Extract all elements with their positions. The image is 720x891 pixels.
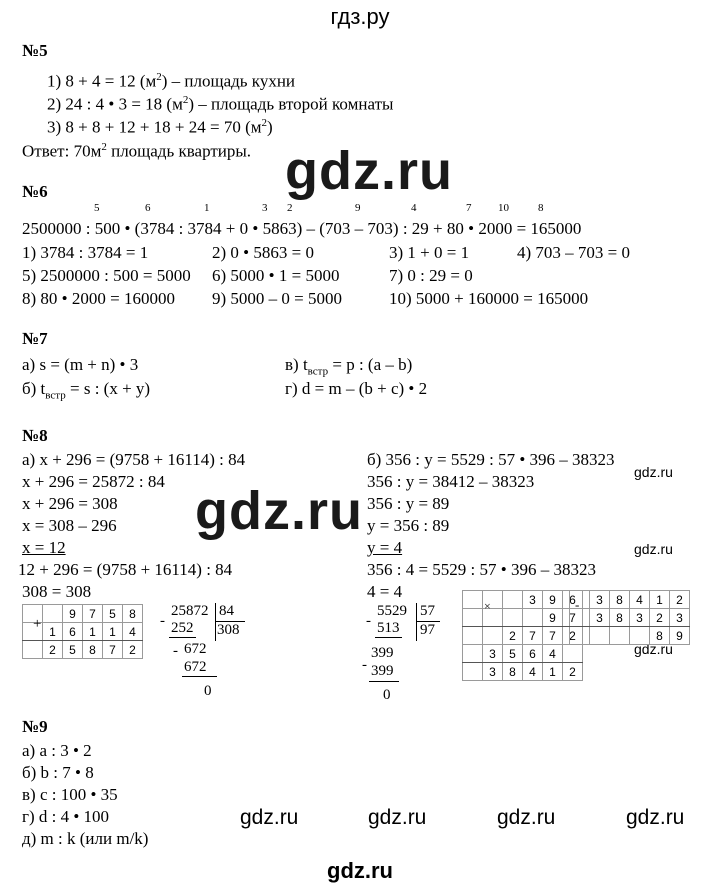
division-bar <box>416 621 440 622</box>
grid-cell: 9 <box>670 627 690 645</box>
plus-sign: + <box>33 616 42 632</box>
site-title: гдз.ру <box>330 4 390 29</box>
grid-cell <box>463 663 483 681</box>
task-9-line: д) m : k (или m/k) <box>22 829 149 848</box>
task-5-answer: Ответ: $70м^2$ площадь квартиры. <box>22 141 252 161</box>
task-8b-result: y = 4 <box>367 538 403 557</box>
task-8a-result: x = 12 <box>22 538 66 557</box>
division-bar <box>169 637 196 638</box>
grid-cell <box>23 641 43 659</box>
task-7-b: б) $t_{встр} = s$ : (x + y) <box>22 379 151 402</box>
grid-cell: 8 <box>650 627 670 645</box>
grid-cell: 2 <box>43 641 63 659</box>
order-number: 6 <box>145 202 151 214</box>
grid-cell <box>570 609 590 627</box>
grid-cell: 2 <box>563 627 583 645</box>
task-9-line: в) c : 100 • 35 <box>22 785 118 804</box>
grid-cell: 3 <box>483 645 503 663</box>
grid-cell <box>590 627 610 645</box>
grid-cell: 7 <box>523 627 543 645</box>
task-9-line: а) a : 3 • 2 <box>22 741 92 760</box>
division-partial: 252 <box>171 620 194 636</box>
grid-cell: 1 <box>43 623 63 641</box>
watermark-large: gdz.ru <box>285 141 453 201</box>
task-6-heading: №6 <box>22 182 48 201</box>
grid-cell: 4 <box>123 623 143 641</box>
grid-cell <box>563 645 583 663</box>
task-8b-line: б) 356 : y = 5529 : 57 • 396 – 38323 <box>367 450 615 469</box>
task-6-step: 4) 703 – 703 = 0 <box>517 243 630 262</box>
grid-cell: 8 <box>83 641 103 659</box>
watermark-small: gdz.ru <box>634 541 673 557</box>
grid-cell <box>483 627 503 645</box>
grid-cell: 3 <box>630 609 650 627</box>
grid-cell: 6 <box>63 623 83 641</box>
grid-cell: 1 <box>83 623 103 641</box>
grid-cell: 1 <box>543 663 563 681</box>
grid-cell <box>503 609 523 627</box>
grid-cell: 3 <box>483 663 503 681</box>
division-partial: 399 <box>371 645 394 661</box>
task-7-g: г) d = m – (b + c) • 2 <box>285 379 428 398</box>
division-partial: 399 <box>371 663 394 679</box>
division-bar <box>182 676 217 677</box>
multiply-sign: × <box>484 599 491 613</box>
grid-cell <box>570 591 590 609</box>
task-5-heading: №5 <box>22 41 48 60</box>
task-8b-line: y = 356 : 89 <box>367 516 450 535</box>
grid-cell <box>463 627 483 645</box>
task-6-expression: 2500000 : 500 • (3784 : 3784 + 0 • 5863) – (703 – 703) : 29 + 80 • 2000 = 165000 <box>22 219 582 238</box>
task-9-line: б) b : 7 • 8 <box>22 763 94 782</box>
division-bar <box>215 603 216 641</box>
task-9-line: г) d : 4 • 100 <box>22 807 110 826</box>
grid-cell <box>463 591 483 609</box>
grid-cell: 8 <box>610 591 630 609</box>
watermark-small: gdz.ru <box>634 641 673 657</box>
multiplication-grid <box>462 590 583 681</box>
grid-cell: 5 <box>503 645 523 663</box>
grid-cell: 4 <box>543 645 563 663</box>
task-8a-line: x = 308 – 296 <box>22 516 117 535</box>
subtraction-grid <box>569 590 690 645</box>
order-number: 10 <box>498 202 509 214</box>
grid-cell: 2 <box>670 591 690 609</box>
grid-cell: 9 <box>63 605 83 623</box>
order-number: 1 <box>204 202 210 214</box>
division-quotient: 308 <box>217 622 240 638</box>
task-5-line-1: 1) 8 + 4 = 12 $(м^2)$ – площадь кухни <box>47 71 296 91</box>
task-8a-line: x + 296 = 308 <box>22 494 118 513</box>
task-8a-check: 12 + 296 = (9758 + 16114) : 84 <box>18 560 233 579</box>
grid-cell <box>463 609 483 627</box>
order-number: 8 <box>538 202 544 214</box>
task-6-step: 9) 5000 – 0 = 5000 <box>212 289 342 308</box>
grid-cell <box>570 627 590 645</box>
grid-cell: 4 <box>523 663 543 681</box>
task-8b-line: 356 : y = 89 <box>367 494 450 513</box>
task-8b-line: 356 : y = 38412 – 38323 <box>367 472 535 491</box>
order-number: 3 <box>262 202 268 214</box>
minus-sign: - <box>173 643 178 659</box>
watermark-small: gdz.ru <box>626 806 685 829</box>
grid-cell: 3 <box>670 609 690 627</box>
division-dividend: 25872 <box>171 603 209 619</box>
task-6-step: 6) 5000 • 1 = 5000 <box>212 266 340 285</box>
grid-cell: 2 <box>650 609 670 627</box>
grid-cell: 5 <box>63 641 83 659</box>
grid-cell: 4 <box>630 591 650 609</box>
division-remainder: 0 <box>383 687 391 703</box>
grid-cell: 6 <box>563 591 583 609</box>
order-number: 7 <box>466 202 472 214</box>
division-partial: 672 <box>184 659 207 675</box>
division-divisor: 84 <box>219 603 234 619</box>
grid-cell: 6 <box>523 645 543 663</box>
grid-cell: 1 <box>650 591 670 609</box>
grid-cell: 8 <box>503 663 523 681</box>
minus-sign: - <box>362 657 367 673</box>
watermark-small: gdz.ru <box>497 806 556 829</box>
order-number: 5 <box>94 202 100 214</box>
task-6-step: 2) 0 • 5863 = 0 <box>212 243 314 262</box>
order-number: 2 <box>287 202 293 214</box>
grid-cell: 9 <box>543 591 563 609</box>
division-remainder: 0 <box>204 683 212 699</box>
task-8a-check: 308 = 308 <box>22 582 92 601</box>
order-number: 9 <box>355 202 361 214</box>
task-6-step: 3) 1 + 0 = 1 <box>389 243 470 262</box>
task-5-line-2: 2) 24 : 4 • 3 = 18 $(м^2)$ – площадь второй комнаты <box>47 94 394 114</box>
task-9-heading: №9 <box>22 717 48 736</box>
grid-cell: 3 <box>523 591 543 609</box>
task-6-step: 1) 3784 : 3784 = 1 <box>22 243 149 262</box>
grid-cell <box>463 645 483 663</box>
grid-cell: 7 <box>543 627 563 645</box>
division-quotient: 97 <box>420 622 435 638</box>
grid-cell: 8 <box>610 609 630 627</box>
task-6-step: 10) 5000 + 160000 = 165000 <box>389 289 589 308</box>
order-number: 4 <box>411 202 417 214</box>
division-bar <box>416 603 417 641</box>
watermark-bottom: gdz.ru <box>327 858 393 883</box>
watermark-small: gdz.ru <box>368 806 427 829</box>
minus-sign: - <box>366 613 371 629</box>
grid-cell: 1 <box>103 623 123 641</box>
division-divisor: 57 <box>420 603 435 619</box>
task-8-heading: №8 <box>22 426 48 445</box>
minus-sign: - <box>575 597 580 612</box>
grid-cell: 3 <box>590 591 610 609</box>
task-8a-line: x + 296 = 25872 : 84 <box>22 472 165 491</box>
task-7-v: в) $t_{встр} = p$ : (a – b) <box>285 355 413 378</box>
grid-cell: 3 <box>590 609 610 627</box>
watermark-small: gdz.ru <box>240 806 299 829</box>
grid-cell <box>523 609 543 627</box>
grid-cell: 2 <box>563 663 583 681</box>
task-8b-check: 4 = 4 <box>367 582 403 601</box>
watermark-large: gdz.ru <box>195 481 363 541</box>
task-8a-line: а) x + 296 = (9758 + 16114) : 84 <box>22 450 246 469</box>
grid-cell: 7 <box>103 641 123 659</box>
task-7-a: а) s = (m + n) • 3 <box>22 355 139 374</box>
grid-cell: 2 <box>123 641 143 659</box>
grid-cell: 7 <box>83 605 103 623</box>
grid-cell: 7 <box>563 609 583 627</box>
grid-cell <box>630 627 650 645</box>
division-bar <box>215 621 245 622</box>
grid-cell <box>43 605 63 623</box>
grid-cell <box>503 591 523 609</box>
task-8b-check: 356 : 4 = 5529 : 57 • 396 – 38323 <box>367 560 596 579</box>
grid-cell: 2 <box>503 627 523 645</box>
division-bar <box>375 637 402 638</box>
division-dividend: 5529 <box>377 603 407 619</box>
task-6-step: 7) 0 : 29 = 0 <box>389 266 473 285</box>
task-6-step: 5) 2500000 : 500 = 5000 <box>22 266 191 285</box>
division-partial: 513 <box>377 620 400 636</box>
grid-cell: 9 <box>543 609 563 627</box>
grid-cell <box>610 627 630 645</box>
task-5-line-3: 3) 8 + 8 + 12 + 18 + 24 = 70 $(м^2)$ <box>47 117 273 137</box>
minus-sign: - <box>160 613 165 629</box>
grid-cell: 5 <box>103 605 123 623</box>
division-partial: 672 <box>184 641 207 657</box>
task-6-step: 8) 80 • 2000 = 160000 <box>22 289 175 308</box>
grid-cell: 8 <box>123 605 143 623</box>
watermark-small: gdz.ru <box>634 464 673 480</box>
division-bar <box>369 681 399 682</box>
task-7-heading: №7 <box>22 329 48 348</box>
